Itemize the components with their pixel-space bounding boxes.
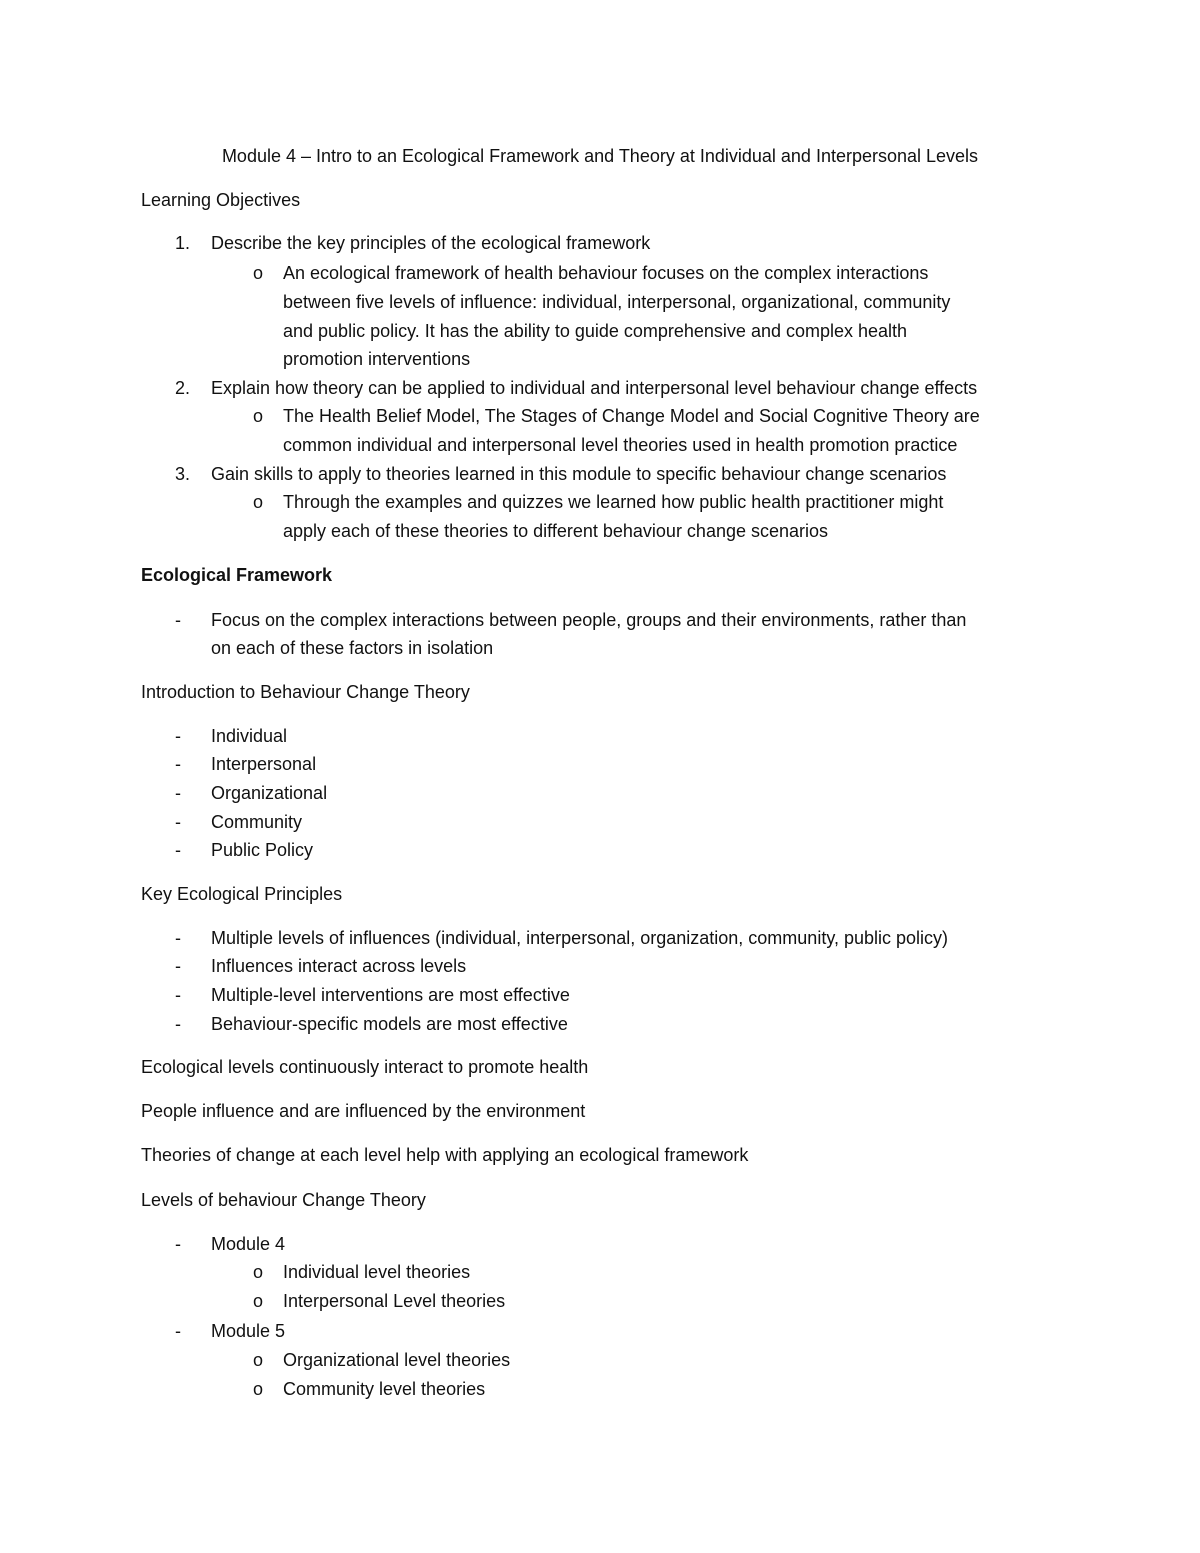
objective-detail-line: Through the examples and quizzes we learned how public health practitioner might (283, 492, 944, 512)
objective-detail-line: between five levels of influence: individual, interpersonal, organizational, community (283, 292, 951, 312)
dash-marker: - (175, 783, 181, 803)
module-theory-item: Community level theories (283, 1379, 486, 1399)
sub-bullet-marker: o (253, 1262, 264, 1282)
principle-item: Multiple levels of influences (individual, interpersonal, organization, community, public policy) (211, 928, 949, 948)
objective-detail-line: and public policy. It has the ability to guide comprehensive and complex health (283, 321, 908, 341)
level-list-item: Community (211, 812, 303, 832)
level-list-item: Individual (211, 726, 288, 746)
dash-marker: - (175, 1014, 181, 1034)
sub-bullet-marker: o (253, 263, 264, 283)
principle-item: Influences interact across levels (211, 956, 467, 976)
objective-text: Explain how theory can be applied to individual and interpersonal level behaviour change effects (211, 378, 978, 398)
sub-bullet-marker: o (253, 1350, 264, 1370)
dash-marker: - (175, 840, 181, 860)
dash-marker: - (175, 1321, 181, 1341)
principle-item: Behaviour-specific models are most effective (211, 1014, 568, 1034)
objective-number: 2. (175, 378, 191, 398)
objective-text: Gain skills to apply to theories learned in this module to specific behaviour change scenarios (211, 464, 947, 484)
level-list-item: Public Policy (211, 840, 314, 860)
objective-detail-line: The Health Belief Model, The Stages of Change Model and Social Cognitive Theory are (283, 406, 980, 426)
level-list-item: Interpersonal (211, 754, 317, 774)
dash-marker: - (175, 985, 181, 1005)
dash-marker: - (175, 928, 181, 948)
key-principles-heading: Key Ecological Principles (141, 884, 343, 904)
document-title: Module 4 – Intro to an Ecological Framework and Theory at Individual and Interpersonal Levels (221, 146, 979, 166)
objective-detail-line: An ecological framework of health behaviour focuses on the complex interactions (283, 263, 929, 283)
learning-objectives-heading: Learning Objectives (141, 190, 301, 210)
framework-text-line: Focus on the complex interactions between people, groups and their environments, rather than (211, 610, 967, 630)
dash-marker: - (175, 956, 181, 976)
levels-heading: Levels of behaviour Change Theory (141, 1190, 426, 1210)
objective-text: Describe the key principles of the ecological framework (211, 233, 651, 253)
dash-marker: - (175, 754, 181, 774)
objective-number: 3. (175, 464, 191, 484)
framework-text-line: on each of these factors in isolation (211, 638, 494, 658)
sub-bullet-marker: o (253, 1291, 264, 1311)
ecological-framework-heading: Ecological Framework (141, 565, 333, 585)
objective-detail-line: promotion interventions (283, 349, 471, 369)
principle-item: Multiple-level interventions are most effective (211, 985, 570, 1005)
dash-marker: - (175, 726, 181, 746)
objective-detail-line: apply each of these theories to different behaviour change scenarios (283, 521, 829, 541)
module-theory-item: Interpersonal Level theories (283, 1291, 506, 1311)
level-list-item: Organizational (211, 783, 328, 803)
statement-paragraph: People influence and are influenced by the environment (141, 1101, 586, 1121)
module-label: Module 5 (211, 1321, 286, 1341)
statement-paragraph: Ecological levels continuously interact to promote health (141, 1057, 589, 1077)
dash-marker: - (175, 812, 181, 832)
sub-bullet-marker: o (253, 492, 264, 512)
module-theory-item: Organizational level theories (283, 1350, 511, 1370)
sub-bullet-marker: o (253, 1379, 264, 1399)
objective-detail-line: common individual and interpersonal level theories used in health promotion practice (283, 435, 958, 455)
dash-marker: - (175, 610, 181, 630)
sub-bullet-marker: o (253, 406, 264, 426)
module-label: Module 4 (211, 1234, 286, 1254)
statement-paragraph: Theories of change at each level help with applying an ecological framework (141, 1145, 749, 1165)
intro-behaviour-heading: Introduction to Behaviour Change Theory (141, 682, 470, 702)
module-theory-item: Individual level theories (283, 1262, 471, 1282)
dash-marker: - (175, 1234, 181, 1254)
objective-number: 1. (175, 233, 191, 253)
